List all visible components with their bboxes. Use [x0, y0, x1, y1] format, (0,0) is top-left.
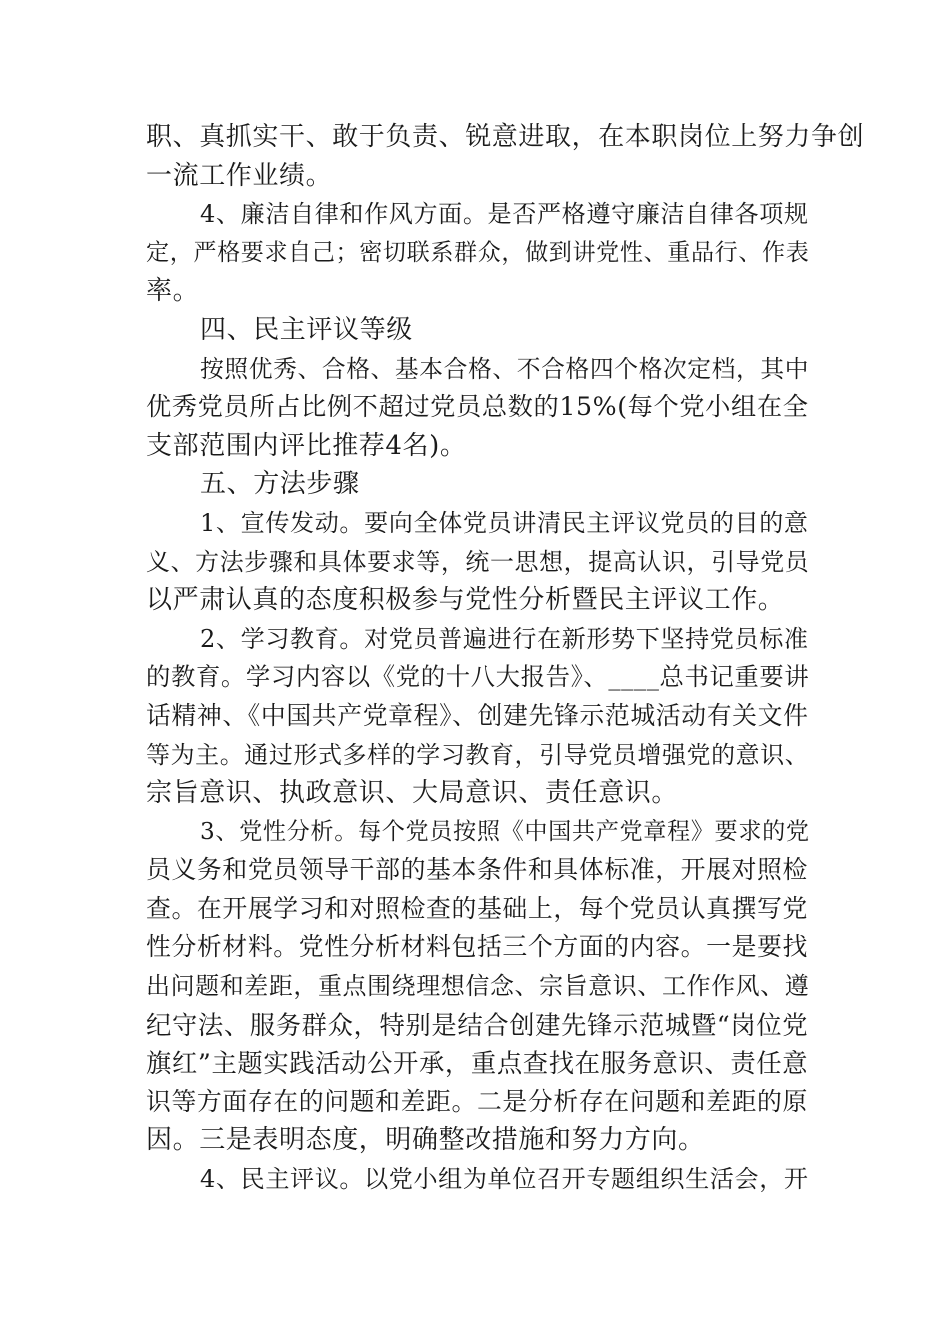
- section-heading: 四、民主评议等级: [200, 314, 413, 345]
- document-body: [146, 118, 865, 1199]
- text-line: 纪守法、服务群众，特别是结合创建先锋示范城暨“岗位党: [146, 1009, 809, 1040]
- text-line: 义、方法步骤和具体要求等，统一思想，提高认识，引导党员: [146, 547, 810, 576]
- text-line: 等为主。通过形式多样的学习教育，引导党员增强党的意识、: [146, 740, 810, 769]
- text-line: 性分析材料。党性分析材料包括三个方面的内容。一是要找: [146, 932, 808, 962]
- text-line: 一流工作业绩。: [146, 160, 333, 191]
- text-line: 职、真抓实干、敢于负责、锐意进取，在本职岗位上努力争创: [146, 122, 865, 152]
- text-line: 识等方面存在的问题和差距。二是分析存在问题和差距的原: [146, 1086, 808, 1116]
- text-line: 查。在开展学习和对照检查的基础上，每个党员认真撰写党: [146, 893, 808, 923]
- paragraph-start-line: 1、宣传发动。要向全体党员讲清民主评议党员的目的意: [200, 508, 809, 537]
- text-line: 优秀党员所占比例不超过党员总数的15%(每个党小组在全: [146, 392, 809, 422]
- text-line: 宗旨意识、执政意识、大局意识、责任意识。: [146, 778, 679, 809]
- paragraph-start-line: 4、廉洁自律和作风方面。是否严格遵守廉洁自律各项规: [200, 200, 809, 229]
- text-line: 以严肃认真的态度积极参与党性分析暨民主评议工作。: [146, 585, 785, 616]
- paragraph-start-line: 2、学习教育。对党员普遍进行在新形势下坚持党员标准: [200, 624, 809, 653]
- text-line: 的教育。学习内容以《党的十八大报告》、____总书记重要讲: [146, 662, 810, 692]
- paragraph-start-line: 3、党性分析。每个党员按照《中国共产党章程》要求的党: [200, 817, 810, 845]
- paragraph-start-line: 按照优秀、合格、基本合格、不合格四个格次定档，其中: [200, 354, 810, 383]
- paragraph-start-line: 4、民主评议。以党小组为单位召开专题组织生活会，开: [200, 1165, 809, 1194]
- text-line: 旗红”主题实践活动公开承，重点查找在服务意识、责任意: [146, 1048, 809, 1079]
- text-line: 率。: [146, 276, 200, 307]
- text-line: 话精神、《中国共产党章程》、创建先锋示范城活动有关文件: [146, 700, 809, 730]
- text-line: 员义务和党员领导干部的基本条件和具体标准，开展对照检: [146, 855, 808, 885]
- text-line: 定，严格要求自己；密切联系群众，做到讲党性、重品行、作表: [146, 239, 810, 266]
- text-line: 因。三是表明态度，明确整改措施和努力方向。: [146, 1125, 705, 1156]
- section-heading: 五、方法步骤: [200, 469, 360, 500]
- text-line: 出问题和差距，重点围绕理想信念、宗旨意识、工作作风、遵: [146, 972, 810, 1001]
- text-line: 支部范围内评比推荐4名)。: [146, 430, 467, 461]
